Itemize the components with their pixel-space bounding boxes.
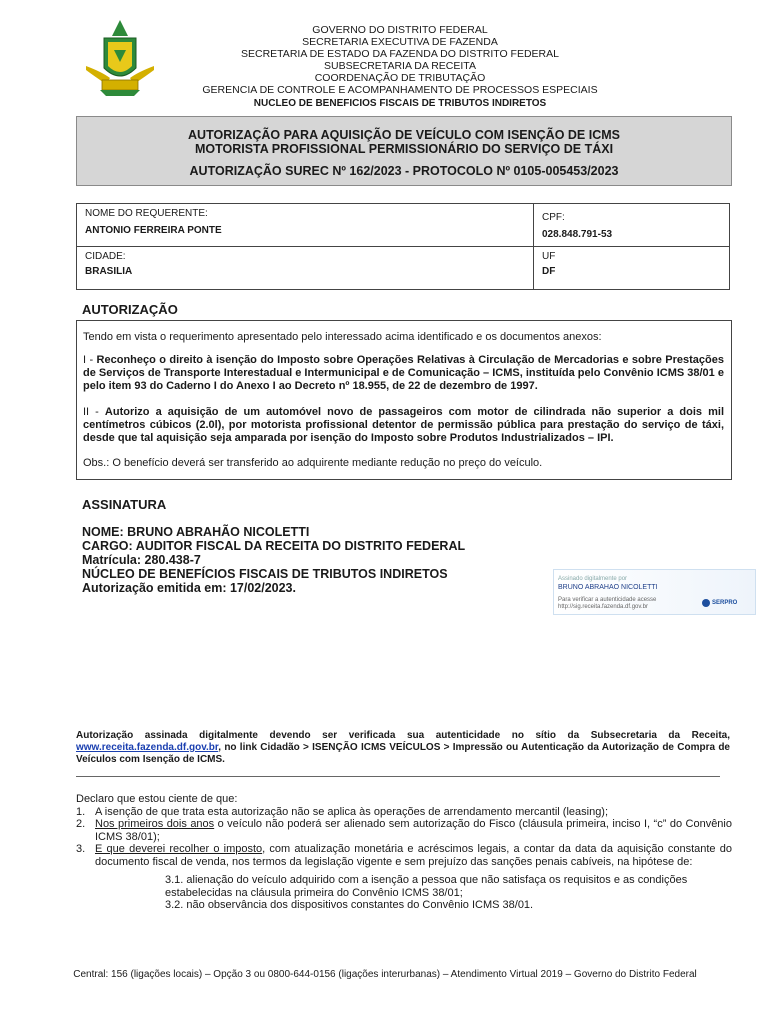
- nome-label: NOME DO REQUERENTE:: [85, 208, 208, 219]
- header-line: SUBSECRETARIA DA RECEITA: [324, 60, 476, 72]
- stamp-info: Para verificar a autenticidade acesse http://sig.receita.fazenda.df.gov.br: [558, 597, 657, 610]
- note-text-2: , no link Cidadão > ISENÇÃO ICMS VEÍCULOS > Impressão ou Autenticação da Autorização de Compra de Veículos com Isenção de ICMS.: [76, 742, 730, 765]
- autorizacao-item-2: [83, 406, 724, 445]
- signer-cargo: CARGO: AUDITOR FISCAL DA RECEITA DO DISTRITO FEDERAL: [82, 539, 466, 553]
- title-line-3: AUTORIZAÇÃO SUREC Nº 162/2023 - PROTOCOLO Nº 0105-005453/2023: [189, 164, 619, 178]
- uf-value: DF: [542, 266, 556, 277]
- cpf-cell: [534, 204, 730, 247]
- header-line: GERENCIA DE CONTROLE E ACOMPANHAMENTO DE PROCESSOS ESPECIAIS: [202, 84, 598, 96]
- assinatura-heading: ASSINATURA: [82, 497, 167, 512]
- declaracao-intro: Declaro que estou ciente de que:: [76, 793, 238, 805]
- header-line: COORDENAÇÃO DE TRIBUTAÇÃO: [314, 72, 486, 84]
- uf-cell: [534, 247, 730, 290]
- item-2-text: Autorizo a aquisição de um automóvel novo de passageiros com motor de cilindrada não superior a dois mil centímetros cúbicos (2.0l), por motorista profissional detentor de permissão pública para prestação do serviço de táxi, desde que tal aquisição seja amparada por isenção do Imposto sobre Produtos Industrializados – IPI.: [83, 406, 725, 444]
- requerente-table: [76, 203, 730, 290]
- autorizacao-item-1: [83, 354, 724, 393]
- autorizacao-box: [76, 320, 732, 480]
- signer-nucleo: NÚCLEO DE BENEFÍCIOS FISCAIS DE TRIBUTOS INDIRETOS: [82, 567, 448, 581]
- serpro-logo-icon: [702, 599, 710, 607]
- receita-link[interactable]: www.receita.fazenda.df.gov.br: [76, 742, 219, 753]
- declaracao-item: 3. E que deverei recolher o imposto, com atualização monetária e acréscimos legais, a contar da data da aquisição constante do documento fiscal de venda, nos termos da legislação vigente e sem prejuízo das sanções penais cabíveis, na hipótese de:: [76, 843, 732, 868]
- uf-label: UF: [542, 251, 556, 262]
- footer: Central: 156 (ligações locais) – Opção 3 ou 0800-644-0156 (ligações interurbanas) – Atendimento Virtual 2019 – Governo do Distrito Federal: [73, 969, 697, 980]
- header-line: GOVERNO DO DISTRITO FEDERAL: [312, 24, 488, 36]
- serpro-brand: SERPRO: [712, 600, 738, 606]
- cpf-value: 028.848.791-53: [542, 229, 613, 240]
- autorizacao-intro: Tendo em vista o requerimento apresentado pelo interessado acima identificado e os documentos anexos:: [83, 331, 602, 343]
- cpf-label: CPF:: [542, 212, 565, 223]
- nome-value: ANTONIO FERREIRA PONTE: [85, 225, 222, 236]
- title-line-1: AUTORIZAÇÃO PARA AQUISIÇÃO DE VEÍCULO COM ISENÇÃO DE ICMS: [188, 128, 620, 142]
- header-block: [180, 24, 620, 110]
- item-1-prefix: I -: [83, 354, 97, 366]
- header-line: SECRETARIA DE ESTADO DA FAZENDA DO DISTRITO FEDERAL: [241, 48, 559, 60]
- title-line-2: MOTORISTA PROFISSIONAL PERMISSIONÁRIO DO SERVIÇO DE TÁXI: [194, 142, 614, 156]
- stamp-signer-name: BRUNO ABRAHAO NICOLETTI: [558, 584, 658, 591]
- note-text-1: Autorização assinada digitalmente devendo ser verificada sua autenticidade no sítio da Subsecretaria da Receita,: [76, 730, 730, 741]
- signer-name: NOME: BRUNO ABRAHÃO NICOLETTI: [82, 525, 310, 539]
- header-nucleo: NUCLEO DE BENEFICIOS FISCAIS DE TRIBUTOS INDIRETOS: [253, 98, 547, 109]
- divider-line: [76, 776, 720, 777]
- declaracao-item: 2. Nos primeiros dois anos o veículo não poderá ser alienado sem autorização do Fisco (cláusula primeira, inciso I, “c” do Convênio ICMS 38/01);: [76, 818, 732, 843]
- declaracao-subitem: 3.1. alienação do veículo adquirido com a isenção a pessoa que não satisfaça os requisitos e as condições estabelecidas na cláusula primeira do Convênio ICMS 38/01;: [165, 874, 688, 899]
- cidade-label: CIDADE:: [85, 251, 126, 262]
- cidade-value: BRASILIA: [85, 266, 133, 277]
- declaracao-subitem: 3.2. não observância dos dispositivos constantes do Convênio ICMS 38/01.: [165, 899, 534, 911]
- authorization-date: Autorização emitida em: 17/02/2023.: [82, 581, 296, 595]
- autorizacao-obs: Obs.: O benefício deverá ser transferido ao adquirente mediante redução no preço do veículo.: [83, 457, 543, 469]
- declaracao-item: 1. A isenção de que trata esta autorização não se aplica às operações de arrendamento mercantil (leasing);: [76, 805, 609, 818]
- stamp-top-text: Assinado digitalmente por: [558, 576, 628, 582]
- nome-cell: [77, 204, 534, 247]
- gdf-coat-of-arms-logo: [84, 18, 156, 98]
- authentication-note: [76, 730, 730, 766]
- digital-signature-stamp: [553, 569, 756, 615]
- item-1-text: Reconheço o direito à isenção do Imposto sobre Operações Relativas à Circulação de Mercadorias e sobre Prestações de Serviços de Transporte Interestadual e Intermunicipal e de Comunicação – ICMS, instituída pelo Convênio ICMS 38/01 e pelo item 93 do Caderno I do Anexo I ao Decreto nº 18.955, de 22 de dezembro de 1997.: [83, 354, 724, 392]
- title-box: [76, 116, 732, 186]
- declaracao-block: [76, 793, 732, 912]
- header-line: SECRETARIA EXECUTIVA DE FAZENDA: [302, 36, 498, 48]
- signer-matricula: Matrícula: 280.438-7: [82, 553, 201, 567]
- item-2-prefix: II -: [83, 406, 105, 418]
- autorizacao-heading: AUTORIZAÇÃO: [82, 302, 178, 317]
- cidade-cell: [77, 247, 534, 290]
